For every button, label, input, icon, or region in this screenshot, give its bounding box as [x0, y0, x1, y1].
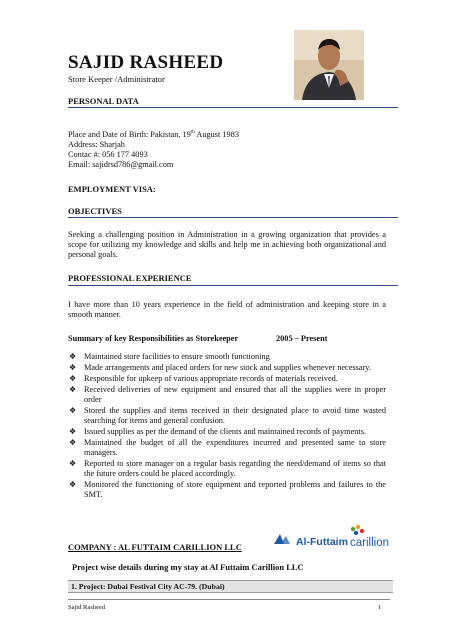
diamond-bullet-icon: ❖ — [69, 385, 77, 394]
responsibility-item: ❖ Made arrangements and placed orders for new stock and supplies whenever necessary. — [69, 363, 371, 372]
objectives-text: Seeking a challenging position in Administration in a growing organization that provides a scope for utilizing my knowledge and skills and help me in achieving both organizational and personal goals. — [68, 230, 386, 259]
candidate-name: SAJID RASHEED — [68, 52, 224, 73]
email: Email: sajidrsd786@gmail.com — [68, 160, 174, 169]
responsibility-item: ❖ Reported to store manager on a regular basis regarding the need/demand of items so that the future orders could be placed accordingly. — [69, 459, 386, 478]
divider — [68, 217, 398, 218]
responsibility-item: ❖ Responsible for upkeep of various appropriate records of materials received. — [69, 374, 338, 383]
project-intro: Project wise details during my stay at Al Futtaim Carillion LLC — [72, 562, 304, 572]
section-professional-experience: PROFESSIONAL EXPERIENCE — [68, 273, 192, 283]
candidate-title: Store Keeper /Administrator — [68, 74, 165, 84]
diamond-bullet-icon: ❖ — [69, 438, 77, 447]
responsibility-item: ❖ Issued supplies as per the demand of the clients and maintained records of payments. — [69, 427, 367, 436]
contact-number: Contac #: 056 177 4093 — [68, 150, 148, 159]
responsibility-item: ❖ Maintained the budget of all the expenditures incurred and presented same to store managers. — [69, 438, 386, 457]
summary-period: 2005 – Present — [276, 334, 328, 343]
responsibility-item: ❖ Stored the supplies and items received in their designated place to avoid time wasted searching for items and general confusion. — [69, 406, 386, 425]
personal-details — [68, 130, 386, 170]
responsibilities-summary — [68, 334, 328, 343]
diamond-bullet-icon: ❖ — [69, 363, 77, 372]
responsibilities-list — [68, 352, 386, 501]
company-heading: COMPANY : AL FUTTAIM CARILLION LLC — [68, 542, 242, 552]
project-1-heading: 1. Project: Dubai Festival City AC-79. (Dubai) — [68, 580, 393, 593]
company-logo — [272, 522, 407, 552]
section-personal-data: PERSONAL DATA — [68, 96, 139, 106]
diamond-bullet-icon: ❖ — [69, 459, 77, 468]
footer-divider — [68, 599, 390, 600]
section-objectives: OBJECTIVES — [68, 206, 122, 216]
divider — [68, 285, 398, 286]
diamond-bullet-icon: ❖ — [69, 427, 77, 436]
diamond-bullet-icon: ❖ — [69, 480, 77, 489]
responsibility-item: ❖ Monitored the functioning of store equipment and reported problems and failures to the SMT. — [69, 480, 386, 499]
profile-photo — [294, 30, 364, 100]
address: Address: Sharjah — [68, 140, 125, 149]
page-number: 1 — [378, 604, 382, 611]
summary-label: Summary of key Responsibilities as Storekeeper — [68, 334, 239, 343]
svg-text:Al-Futtaim: Al-Futtaim — [296, 536, 348, 548]
diamond-bullet-icon: ❖ — [69, 352, 77, 361]
birth-info: Place and Date of Birth: Pakistan, 19th August 1983 — [68, 130, 239, 139]
diamond-bullet-icon: ❖ — [69, 406, 77, 415]
section-employment-visa: EMPLOYMENT VISA: — [68, 184, 156, 194]
diamond-bullet-icon: ❖ — [69, 374, 77, 383]
divider — [68, 107, 398, 108]
svg-text:carillion: carillion — [350, 537, 389, 549]
responsibility-item: ❖ Maintained store facilities to ensure smooth functioning — [69, 352, 270, 361]
experience-text: I have more than 10 years experience in the field of administration and keeping store in a smooth manner. — [68, 300, 386, 319]
footer-author: Sajid Rasheed — [68, 604, 106, 611]
responsibility-item: ❖ Received deliveries of new equipment and ensured that all the supplies were in proper order — [69, 385, 386, 404]
